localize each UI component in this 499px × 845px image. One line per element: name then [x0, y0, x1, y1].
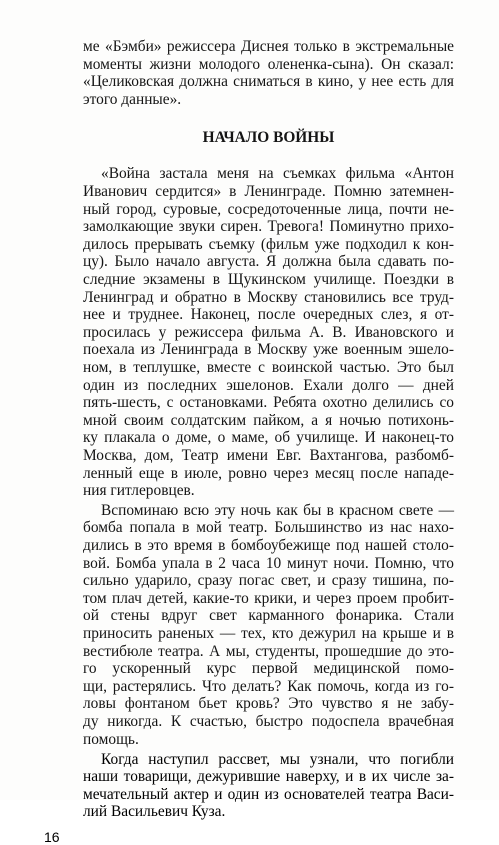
text-line: ой стены вдруг свет карманного фонарика. Стали	[83, 607, 454, 624]
text-line: щи, растерялись. Что делать? Как помочь, когда из го-	[83, 678, 454, 695]
text-line: моменты жизни молодого олененка-сына). Он сказал:	[83, 56, 454, 73]
text-line: ду никогда. К счастью, быстро подоспела врачебная	[83, 713, 454, 730]
text-line: этого данные».	[83, 91, 182, 108]
text-line: приносить раненых — тех, кто дежурил на крыше и в	[83, 625, 454, 642]
text-line: поехала из Ленинграда в Москву уже военным эшело-	[83, 341, 454, 358]
text-line: следние экзамены в Щукинском училище. Поездки в	[83, 271, 454, 288]
text-line: нее и труднее. Наконец, после очередных слез, я от-	[83, 306, 454, 323]
text-line: ме «Бэмби» режиссера Диснея только в экстремальные	[83, 38, 454, 55]
text-line: бомба попала в мой театр. Большинство из нас нахо-	[83, 519, 454, 536]
text-line: ленный еще в июле, ровно через месяц после нападе-	[83, 465, 454, 482]
text-line: лий Васильевич Куза.	[83, 803, 226, 820]
text-line: цу). Было начало августа. Я должна была сдавать по-	[83, 253, 454, 270]
text-line: мной своим солдатским пайком, а я ночью потихонь-	[83, 412, 454, 429]
text-line: го ускоренный курс первой медицинской помо-	[83, 660, 454, 677]
section-heading: НАЧАЛО ВОЙНЫ	[202, 129, 335, 146]
text-line: Вспоминаю всю эту ночь как бы в красном свете —	[101, 502, 454, 519]
text-line: пять-шесть, с остановками. Ребята охотно делились со	[83, 394, 454, 411]
text-line: ку плакала о доме, о маме, об училище. И наконец-то	[83, 429, 454, 446]
text-line: мечательный актер и один из основателей театра Васи-	[83, 786, 454, 803]
text-line: один из последних эшелонов. Ехали долго — дней	[83, 377, 454, 394]
text-line: Москва, дом, Театр имени Евг. Вахтангова, разбомб-	[83, 447, 454, 464]
text-line: вой. Бомба упала в 2 часа 10 минут ночи. Помню, что	[83, 555, 454, 572]
text-line: «Целиковская должна сниматься в кино, у нее есть для	[83, 73, 454, 90]
text-line: «Война застала меня на съемках фильма «Антон	[101, 165, 454, 182]
text-line: ном, в теплушке, вместе с воинской частью. Это был	[83, 359, 454, 376]
text-line: Когда наступил рассвет, мы узнали, что погибли	[101, 751, 454, 768]
text-line: том плач детей, какие-то крики, и через проем пробит-	[83, 590, 454, 607]
text-line: помощь.	[83, 731, 139, 748]
text-line: Ленинград и обратно в Москву становились все труд-	[83, 289, 454, 306]
text-line: ловы фонтаном бьет кровь? Это чувство я не забу-	[83, 695, 454, 712]
text-line: замолкающие звуки сирен. Тревога! Поминутно прихо-	[83, 218, 454, 235]
text-line: наши товарищи, дежурившие наверху, и в их числе за-	[83, 768, 454, 785]
text-line: ния гитлеровцев.	[83, 482, 195, 499]
text-line: сильно ударило, сразу погас свет, и сразу тишина, по-	[83, 572, 454, 589]
text-line: просилась у режиссера фильма А. В. Ивановского и	[83, 324, 454, 341]
text-line: дилось прерывать съемку (фильм уже подходил к кон-	[83, 236, 454, 253]
text-line: Иванович сердится» в Ленинграде. Помню затемнен-	[83, 183, 454, 200]
text-line: дились в это время в бомбоубежище под нашей столо-	[83, 537, 454, 554]
text-line: вестибюле театра. А мы, студенты, прошедшие до это-	[83, 643, 454, 660]
text-line: ный город, суровые, сосредоточенные лица, почти не-	[83, 201, 454, 218]
page-number: 16	[44, 829, 60, 845]
